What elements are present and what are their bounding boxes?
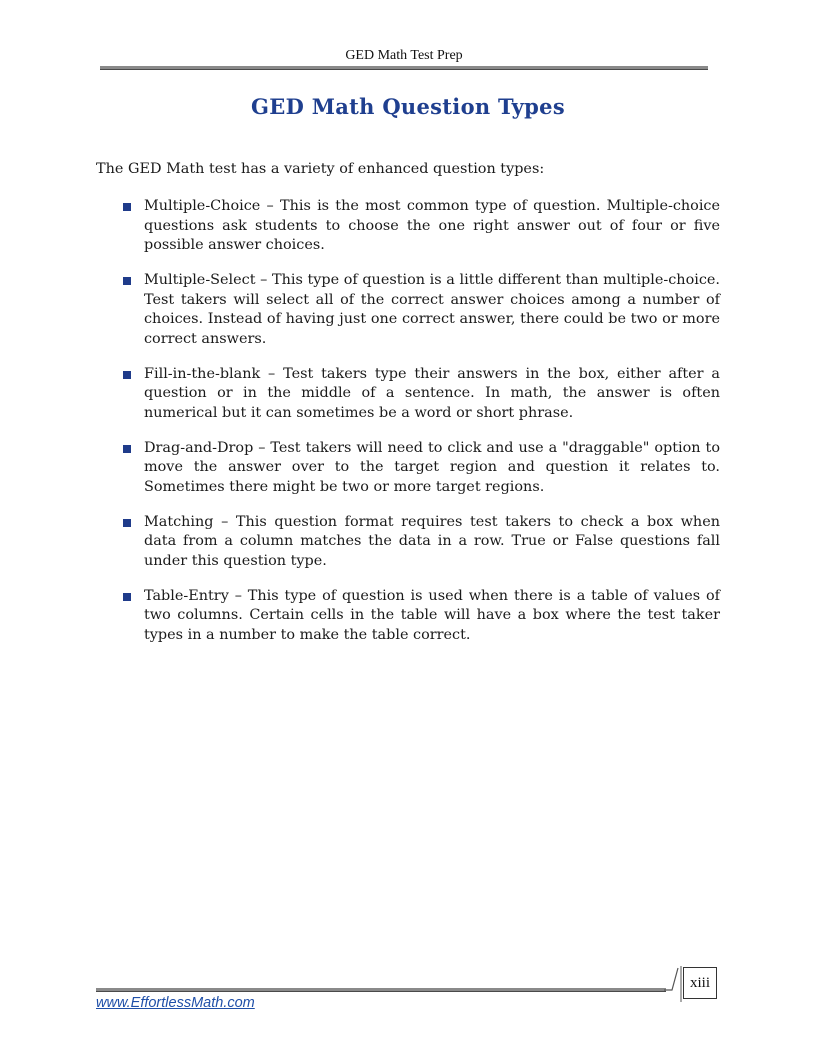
list-item-table-entry: [96, 587, 720, 646]
list-item-text: Multiple-Choice – This is the most common type of question. Multiple-choice questions ask students to choose the one right answer out of four or five possible answer choices.: [144, 198, 720, 253]
list-item-multiple-choice: [96, 197, 720, 256]
square-bullet-icon: [123, 593, 131, 601]
list-item-text: Fill-in-the-blank – Test takers type their answers in the box, either after a question or in the middle of a sentence. In math, the answer is often numerical but it can sometimes be a word or short phrase.: [144, 365, 720, 421]
website-link[interactable]: www.EffortlessMath.com: [96, 995, 255, 1011]
square-bullet-icon: [123, 445, 131, 453]
header-rule: [100, 66, 708, 70]
question-type-list: [96, 197, 720, 661]
list-item-matching: [96, 513, 720, 572]
list-item-text: Multiple-Select – This type of question is a little different than multiple-choice. Test takers will select all of the correct answer choices among a number of choices. Instead of having just one correct answer, there could be two or more correct answers.: [144, 272, 720, 347]
running-header: GED Math Test Prep: [345, 48, 463, 63]
list-item-text: Matching – This question format requires test takers to check a box when data from a column matches the data in a row. True or False questions fall under this question type.: [144, 513, 720, 569]
intro-paragraph: The GED Math test has a variety of enhanced question types:: [96, 161, 545, 177]
footer-rule-line: [96, 988, 666, 992]
list-item-text: Table-Entry – This type of question is used when there is a table of values of two columns. Certain cells in the table will have a box where the test taker types in a number to make the table correct.: [144, 587, 720, 643]
square-bullet-icon: [123, 519, 131, 527]
square-bullet-icon: [123, 277, 131, 285]
square-bullet-icon: [123, 371, 131, 379]
list-item-fill-in-the-blank: [96, 365, 720, 424]
list-item-drag-and-drop: [96, 439, 720, 498]
footer-notch-decoration: [664, 966, 684, 1002]
list-item-text: Drag-and-Drop – Test takers will need to click and use a "draggable" option to move the answer over to the target region and question it relates to. Sometimes there might be two or more target regions.: [144, 439, 720, 495]
square-bullet-icon: [123, 203, 131, 211]
list-item-multiple-select: [96, 271, 720, 349]
page-number: xiii: [683, 967, 717, 999]
page-title: GED Math Question Types: [251, 94, 565, 119]
